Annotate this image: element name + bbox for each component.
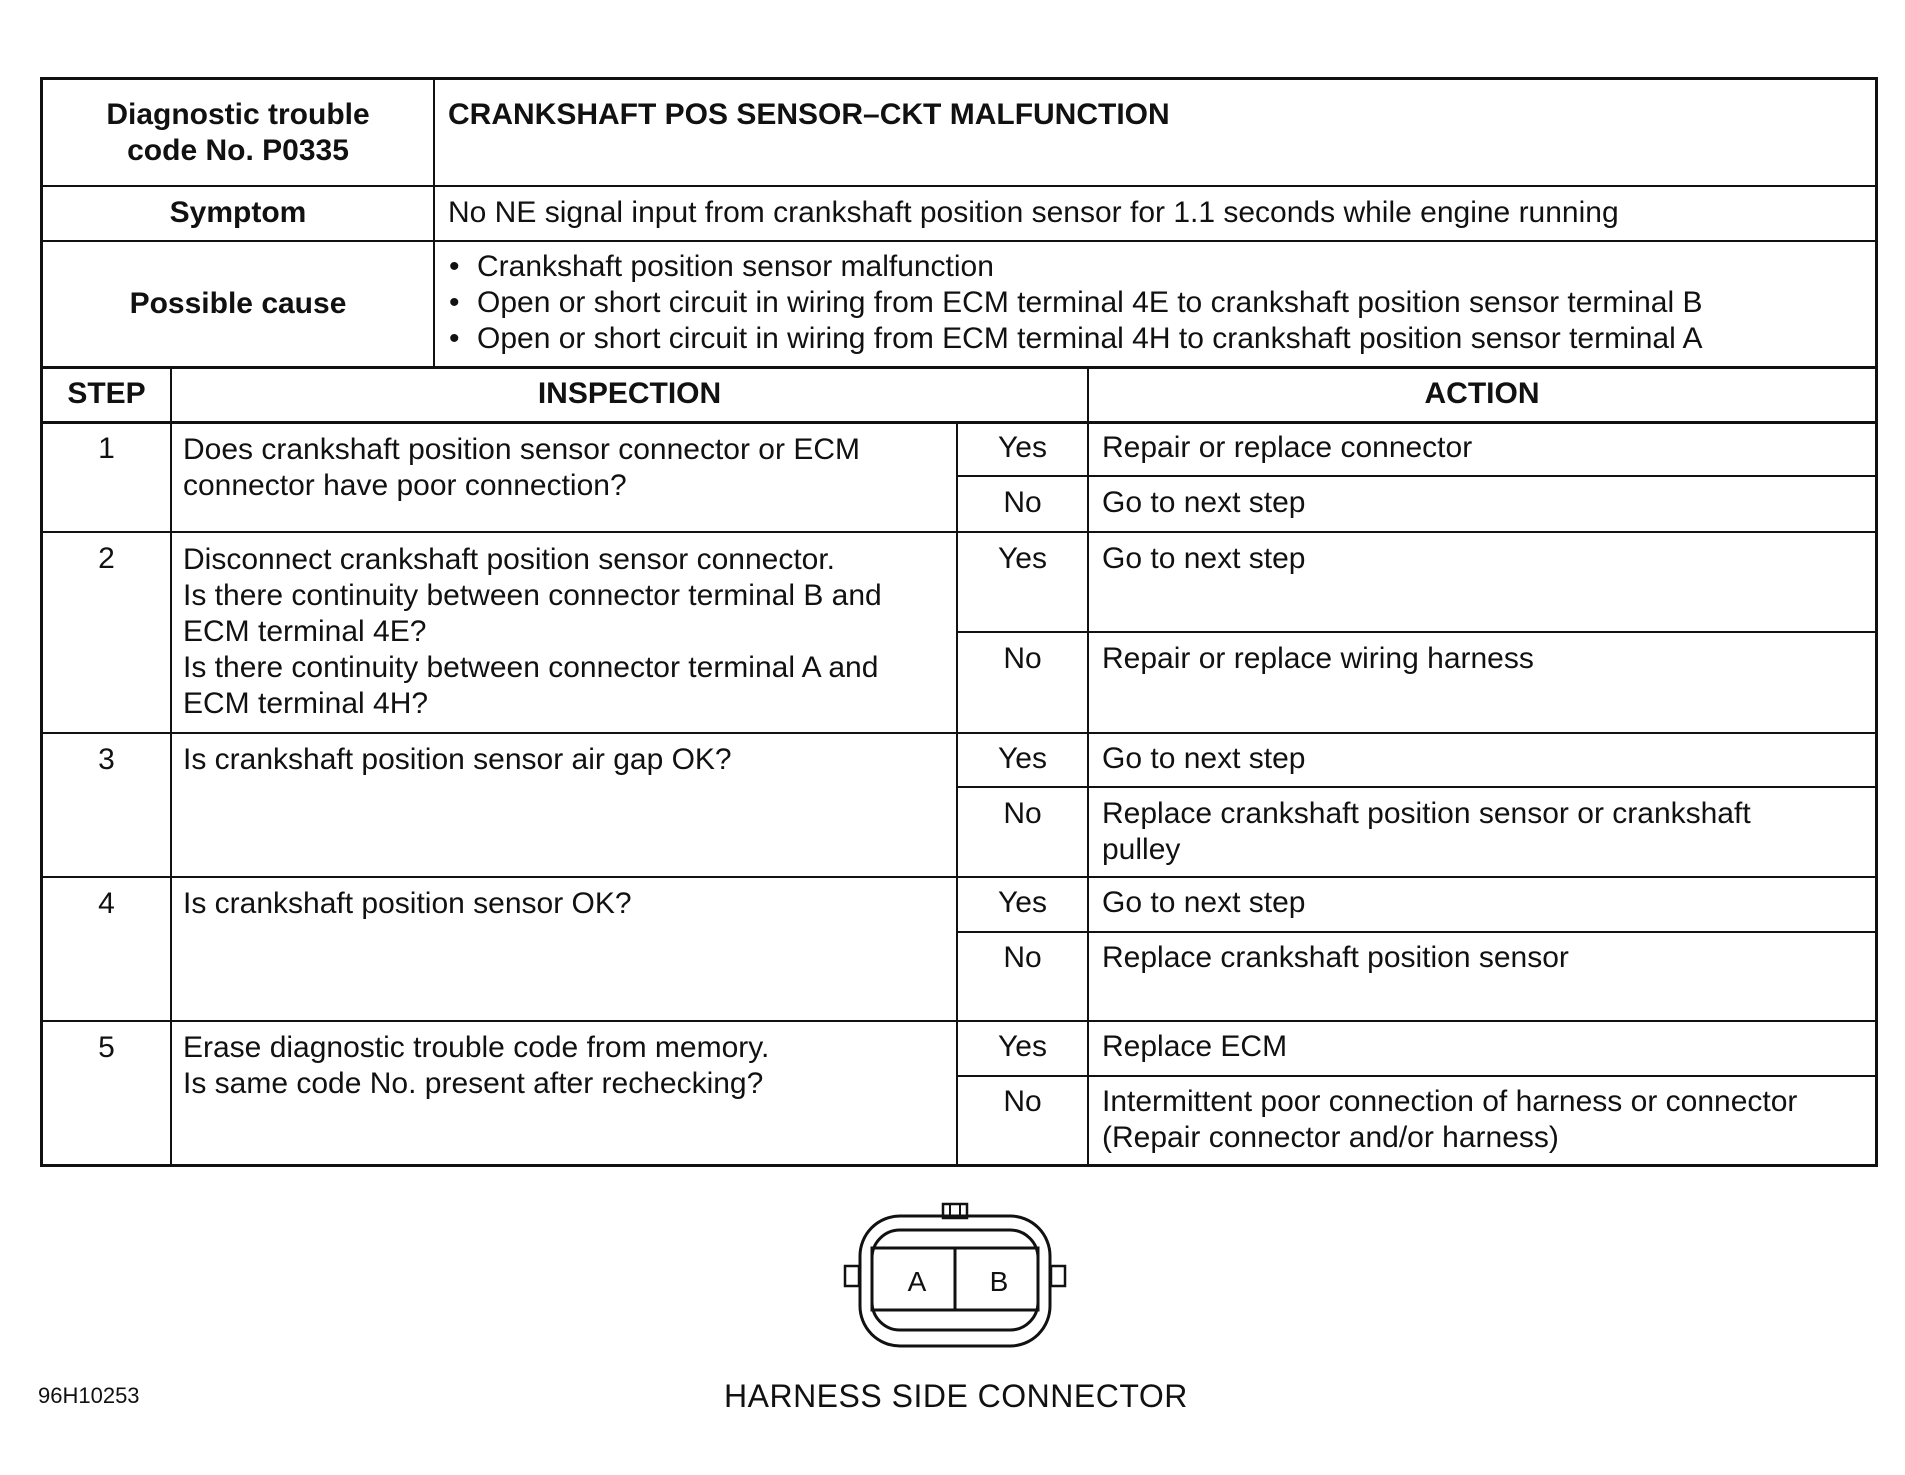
no-action: Replace crankshaft position sensor bbox=[1102, 941, 1569, 974]
symptom-text: No NE signal input from crankshaft position sensor for 1.1 seconds while engine running bbox=[448, 196, 1619, 229]
harness-connector-diagram bbox=[840, 1196, 1080, 1356]
terminal-a-label: A bbox=[907, 1266, 927, 1297]
symptom-label: Symptom bbox=[169, 196, 307, 229]
inspection-line: Is crankshaft position sensor OK? bbox=[183, 887, 632, 920]
step-divider bbox=[40, 1020, 1878, 1022]
yes-label: Yes bbox=[998, 542, 1047, 575]
no-action: Replace crankshaft position sensor or crankshaft bbox=[1102, 797, 1751, 830]
step-number: 5 bbox=[98, 1031, 115, 1064]
possible-cause-label: Possible cause bbox=[129, 287, 347, 320]
inspection-line: Is same code No. present after rechecking? bbox=[183, 1067, 764, 1100]
row-divider bbox=[40, 240, 1878, 242]
step-divider bbox=[40, 732, 1878, 734]
no-label: No bbox=[1003, 941, 1042, 974]
yes-action: Replace ECM bbox=[1102, 1030, 1288, 1063]
yes-action: Go to next step bbox=[1102, 886, 1306, 919]
step-divider bbox=[40, 531, 1878, 533]
step-number: 4 bbox=[98, 887, 115, 920]
inspection-line: Is there continuity between connector terminal B and bbox=[183, 579, 882, 612]
inspection-line: Erase diagnostic trouble code from memory. bbox=[183, 1031, 770, 1064]
inspection-line: Does crankshaft position sensor connector or ECM bbox=[183, 433, 860, 466]
no-action: pulley bbox=[1102, 833, 1181, 866]
table-border-bottom bbox=[40, 1164, 1878, 1167]
column-header-inspection: INSPECTION bbox=[537, 377, 722, 410]
table-border-top bbox=[40, 77, 1878, 80]
yes-no-divider bbox=[956, 1075, 1878, 1077]
yes-action: Repair or replace connector bbox=[1102, 431, 1473, 464]
terminal-b-label: B bbox=[989, 1266, 1009, 1297]
no-action: Intermittent poor connection of harness or connector bbox=[1102, 1085, 1798, 1118]
connector-caption: HARNESS SIDE CONNECTOR bbox=[724, 1378, 1188, 1414]
row-divider bbox=[40, 366, 1878, 369]
cause-item: • Crankshaft position sensor malfunction bbox=[477, 249, 994, 285]
step-number: 3 bbox=[98, 743, 115, 776]
yes-label: Yes bbox=[998, 742, 1047, 775]
no-label: No bbox=[1003, 486, 1042, 519]
inspection-line: ECM terminal 4H? bbox=[183, 687, 429, 720]
column-header-step: STEP bbox=[67, 377, 146, 410]
inspection-line: connector have poor connection? bbox=[183, 469, 627, 502]
no-action: Repair or replace wiring harness bbox=[1102, 642, 1534, 675]
yes-no-divider bbox=[956, 475, 1878, 477]
step-divider bbox=[40, 876, 1878, 878]
step-number: 2 bbox=[98, 542, 115, 575]
col-divider bbox=[170, 367, 172, 1166]
yes-action: Go to next step bbox=[1102, 742, 1306, 775]
figure-code: 96H10253 bbox=[38, 1383, 140, 1408]
no-label: No bbox=[1003, 642, 1042, 675]
dtc-code: code No. P0335 bbox=[127, 134, 349, 167]
row-divider bbox=[40, 421, 1878, 424]
yes-label: Yes bbox=[998, 886, 1047, 919]
yes-action: Go to next step bbox=[1102, 542, 1306, 575]
step-number: 1 bbox=[98, 432, 115, 465]
column-header-action: ACTION bbox=[1424, 377, 1540, 410]
inspection-line: ECM terminal 4E? bbox=[183, 615, 427, 648]
cause-item: • Open or short circuit in wiring from ECM terminal 4E to crankshaft position sensor terminal B bbox=[477, 285, 1702, 321]
yes-label: Yes bbox=[998, 1030, 1047, 1063]
col-divider bbox=[433, 77, 435, 368]
yes-label: Yes bbox=[998, 431, 1047, 464]
no-action: (Repair connector and/or harness) bbox=[1102, 1121, 1559, 1154]
no-action: Go to next step bbox=[1102, 486, 1306, 519]
no-label: No bbox=[1003, 797, 1042, 830]
row-divider bbox=[40, 185, 1878, 187]
inspection-line: Is there continuity between connector terminal A and bbox=[183, 651, 879, 684]
dtc-title: CRANKSHAFT POS SENSOR–CKT MALFUNCTION bbox=[448, 98, 1170, 131]
col-divider bbox=[1087, 367, 1089, 1166]
yes-no-divider bbox=[956, 786, 1878, 788]
cause-item: • Open or short circuit in wiring from ECM terminal 4H to crankshaft position sensor terminal A bbox=[477, 321, 1702, 357]
yes-no-divider bbox=[956, 931, 1878, 933]
dtc-label: Diagnostic trouble bbox=[106, 98, 370, 131]
inspection-line: Disconnect crankshaft position sensor connector. bbox=[183, 543, 836, 576]
inspection-line: Is crankshaft position sensor air gap OK? bbox=[183, 743, 732, 776]
no-label: No bbox=[1003, 1085, 1042, 1118]
yes-no-divider bbox=[956, 631, 1878, 633]
